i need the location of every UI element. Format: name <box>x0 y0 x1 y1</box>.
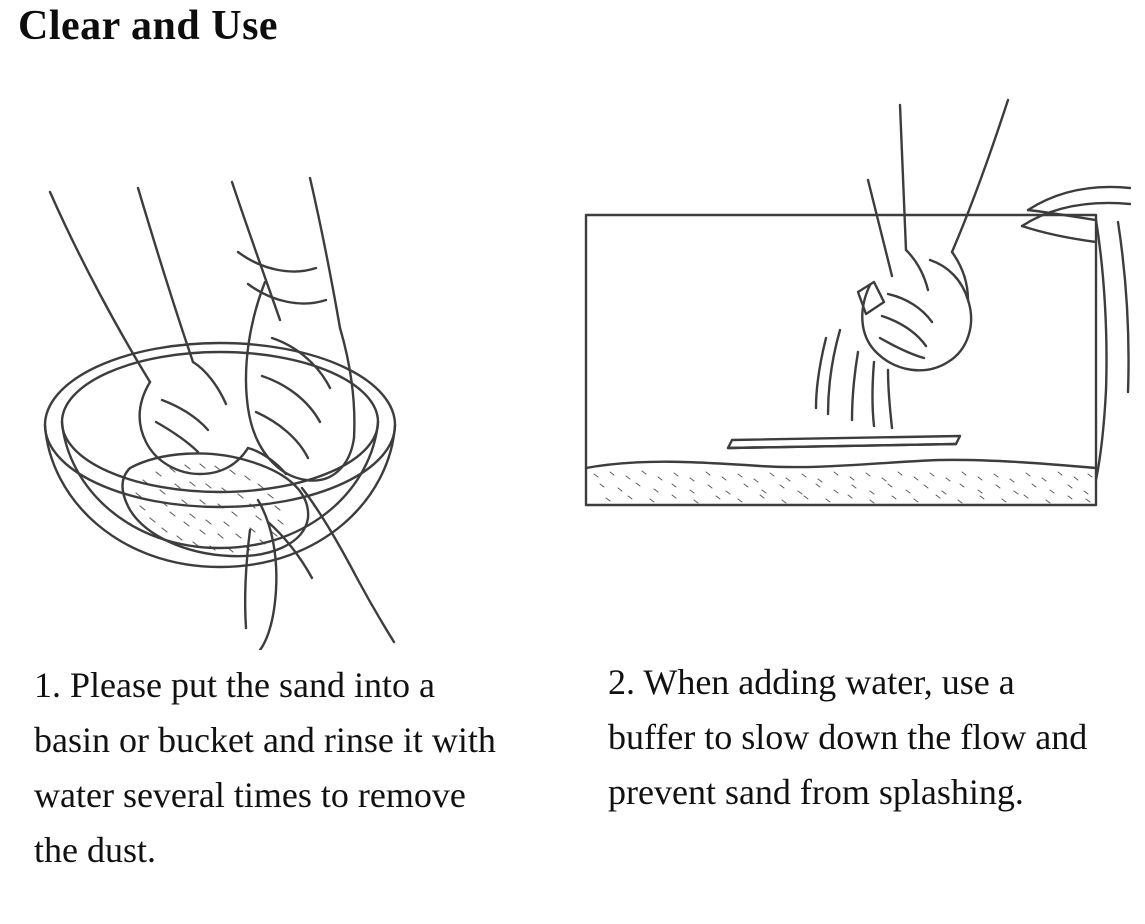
page-title: Clear and Use <box>18 3 279 49</box>
step-1-caption: 1. Please put the sand into a basin or bucket and rinse it with water several times to remove the dust. <box>34 665 496 870</box>
step-2-caption: 2. When adding water, use a buffer to slow down the flow and prevent sand from splashing. <box>608 662 1088 812</box>
step-1-illustration <box>10 70 570 650</box>
step-2-illustration <box>570 70 1135 650</box>
